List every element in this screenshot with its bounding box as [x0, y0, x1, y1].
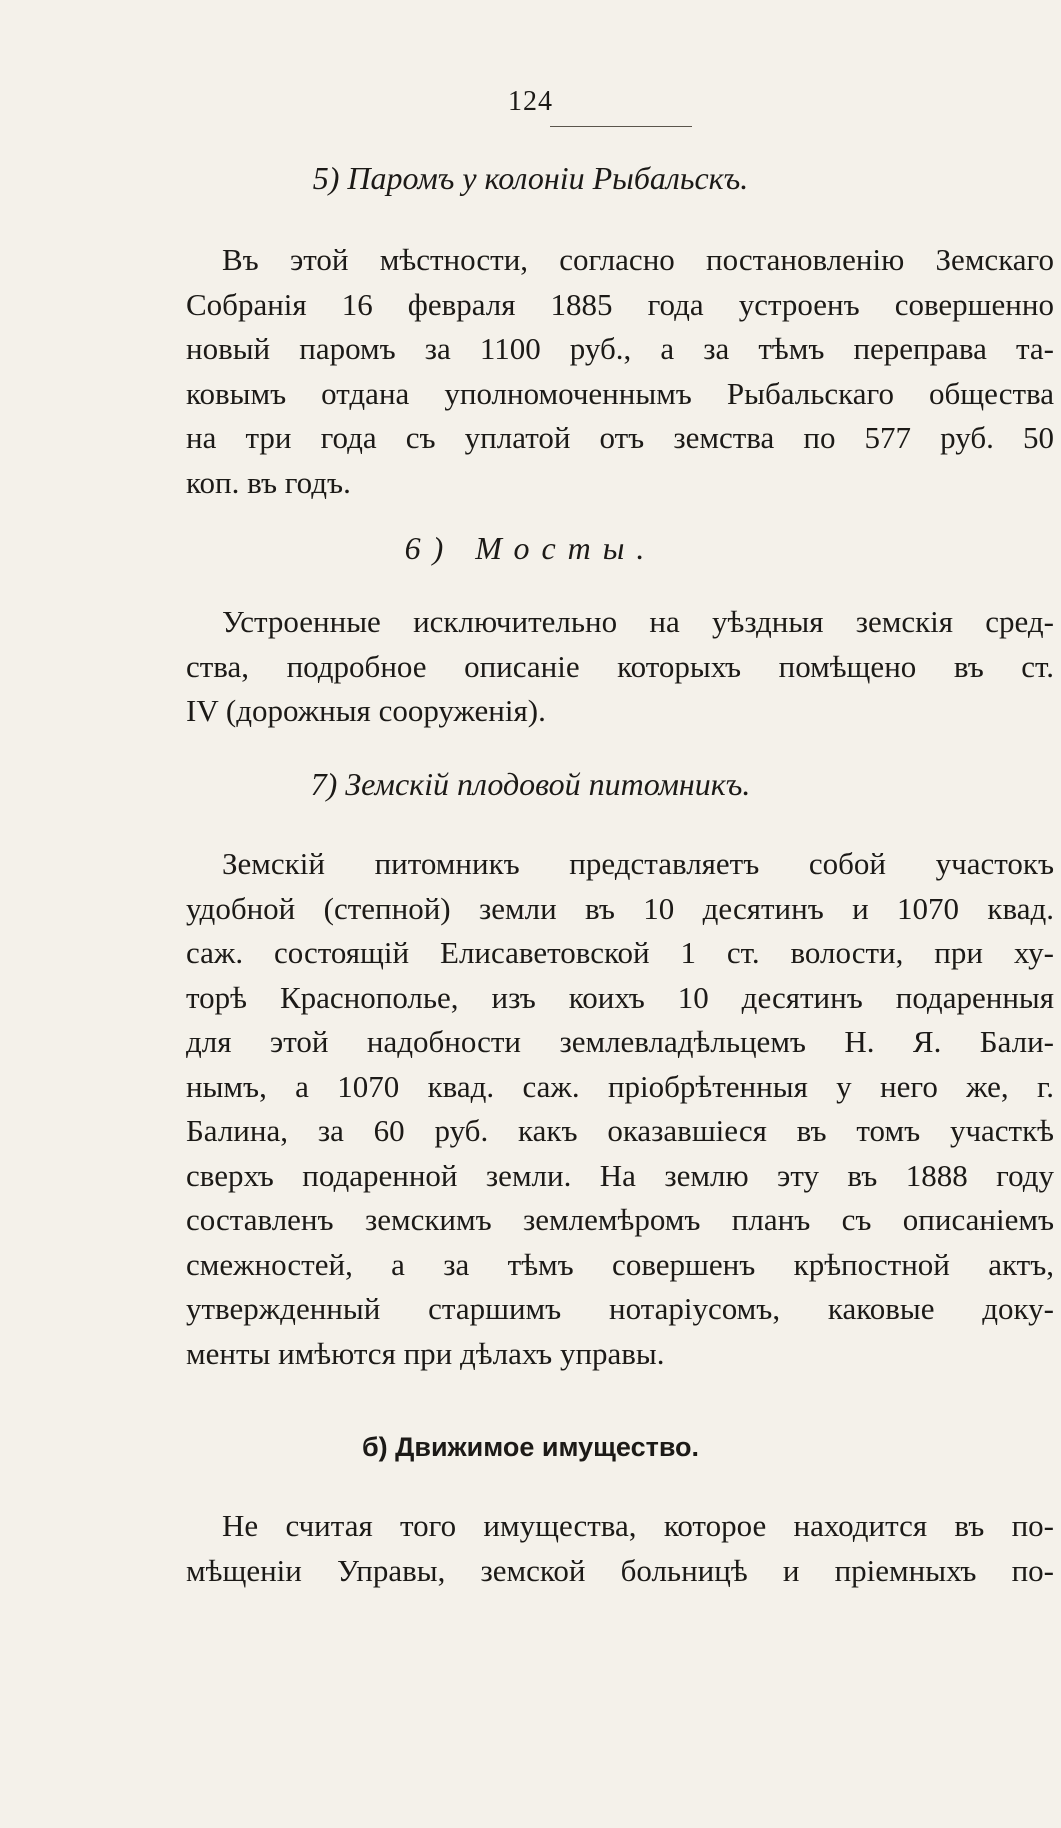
text-line: саж. состоящій Елисаветовской 1 ст. волости, при ху- [186, 935, 1054, 970]
text-line: Земскій питомникъ представляетъ собой участокъ [222, 846, 1054, 881]
text-line: нымъ, а 1070 квад. саж. пріобрѣтенныя у него же, г. [186, 1068, 1054, 1104]
text-line: удобной (степной) земли въ 10 десятинъ и 1070 квад. [186, 890, 1054, 926]
paragraph-ferry [186, 238, 1054, 505]
text-line: Балина, за 60 руб. какъ оказавшіеся въ томъ участкѣ [186, 1113, 1054, 1148]
paragraph-bridges [186, 600, 1054, 734]
paragraph-movable-property [186, 1504, 1054, 1593]
section-heading-bridges: 6) Мосты. [404, 530, 657, 566]
text-line: Собранія 16 февраля 1885 года устроенъ совершенно [186, 286, 1054, 322]
text-line: новый паромъ за 1100 руб., а за тѣмъ переправа та- [186, 331, 1054, 366]
page-number-rule [550, 126, 692, 127]
page-number: 124 [508, 86, 553, 117]
text-line: составленъ земскимъ землемѣромъ планъ съ описаніемъ [186, 1202, 1054, 1237]
text-line: мѣщеніи Управы, земской больницѣ и пріемныхъ по- [186, 1552, 1054, 1588]
text-line: Устроенные исключительно на уѣздныя земскія сред- [222, 604, 1054, 639]
section-heading-nursery: 7) Земскій плодовой питомникъ. [310, 766, 751, 802]
text-line: ства, подробное описаніе которыхъ помѣщено въ ст. [186, 648, 1054, 684]
section-heading-movable-property: б) Движимое имущество. [361, 1432, 700, 1462]
text-line: Не считая того имущества, которое находится въ по- [222, 1508, 1054, 1543]
text-line: сверхъ подаренной земли. На землю эту въ 1888 году [186, 1157, 1054, 1193]
text-line: IV (дорожныя сооруженія). [186, 693, 546, 728]
text-line: Въ этой мѣстности, согласно постановленію Земскаго [222, 242, 1054, 277]
text-line: менты имѣются при дѣлахъ управы. [186, 1335, 665, 1371]
text-line: утвержденный старшимъ нотаріусомъ, каковые доку- [186, 1291, 1054, 1326]
section-heading-ferry: 5) Паромъ у колоніи Рыбальскъ. [312, 160, 749, 196]
text-line: торѣ Краснополье, изъ коихъ 10 десятинъ подаренныя [186, 979, 1054, 1015]
text-line: коп. въ годъ. [186, 464, 351, 500]
text-line: ковымъ отдана уполномоченнымъ Рыбальскаго общества [186, 375, 1054, 411]
text-line: смежностей, а за тѣмъ совершенъ крѣпостной актъ, [186, 1246, 1054, 1282]
text-line: для этой надобности землевладѣльцемъ Н. Я. Бали- [186, 1024, 1054, 1059]
paragraph-nursery [186, 842, 1054, 1376]
text-line: на три года съ уплатой отъ земства по 577 руб. 50 [186, 420, 1054, 455]
